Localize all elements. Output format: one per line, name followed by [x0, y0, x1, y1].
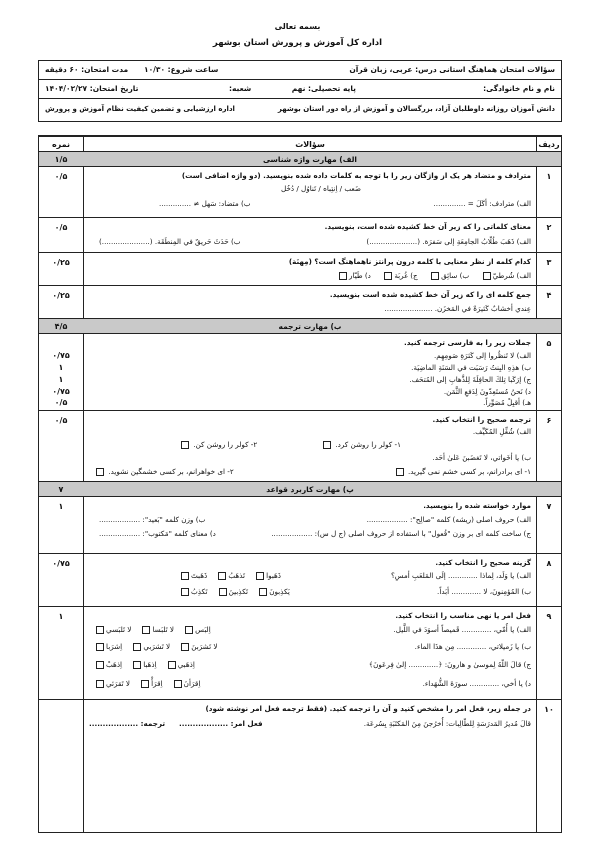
grade-label: پایه تحصیلی: نهم — [291, 84, 356, 93]
q3-opt-b[interactable]: ب) سائِق — [441, 271, 470, 280]
section-a-title: الف) مهارت واژه شناسی — [262, 155, 358, 164]
checkbox-icon[interactable] — [396, 468, 404, 476]
q6-score: ۰/۵ — [54, 416, 68, 425]
q8-b: ب) المُؤمِنونَ، لا ............. أبَداً. — [437, 587, 531, 596]
q4-num: ۴ — [546, 291, 552, 300]
q6-text: ترجمه صحیح را انتخاب کنید. — [432, 415, 531, 424]
q1-row — [39, 166, 561, 217]
q9-b-opt1[interactable]: لا تَشرَبنَ — [191, 642, 218, 651]
q10-text: در جمله زیر، فعل امر را مشخص کنید و آن را ترجمه کنید. (فقط ترجمه فعل امر نوشته شود) — [205, 704, 531, 713]
q3-score: ۰/۲۵ — [52, 258, 70, 267]
q10-a: قالَ مُديرُ المَدرَسَةِ لِلطّالِبات: أُخرُجنَ مِنَ المَكتَبَةِ بِسُرعَة. — [363, 719, 531, 728]
q10-fill-translation[interactable]: ترجمه: .................. — [89, 719, 166, 728]
q9-num: ۹ — [546, 612, 552, 621]
q9-d-opt2[interactable]: اِقرَأْ — [151, 679, 163, 688]
q8-a-opt3[interactable]: ذَهَبتَ — [191, 571, 208, 580]
q7-text: موارد خواسته شده را بنویسید. — [423, 501, 531, 510]
q4-a: عِندي أخشابٌ كَثيرَةٌ في المَخزَن. ..................... — [384, 304, 531, 313]
q9-a-options — [94, 625, 211, 634]
checkbox-icon[interactable] — [181, 588, 189, 596]
q6-b: ب) يا أخَواتي، لا تَغضَبنَ عَلىٰ أحَد. — [432, 453, 531, 462]
q9-c-opt3[interactable]: اِذهَبْ — [106, 660, 123, 669]
name-label: نام و نام خانوادگی: — [483, 84, 555, 93]
q9-b-options — [94, 642, 217, 651]
q2-text: معنای کلماتی را که زیر آن خط کشیده شده است، بنویسید. — [324, 222, 531, 231]
exam-header-box — [38, 60, 562, 122]
checkbox-icon[interactable] — [218, 572, 226, 580]
q5-e-score: ۰/۵ — [54, 398, 68, 407]
table-head — [39, 136, 561, 151]
q6-row — [39, 410, 561, 481]
q8-a: الف) يا وَلَد، لِماذا ............. إلَى المَلعَبِ أمسِ؟ — [390, 571, 531, 580]
q7-d: د) معنای کلمه "مَكتوب": .................. — [99, 529, 216, 538]
q3-num: ۳ — [546, 258, 552, 267]
q9-a-opt1[interactable]: اِلبَس — [195, 625, 211, 634]
questions-table — [38, 135, 562, 833]
duration: مدت امتحان: ۶۰ دقیقه — [45, 65, 129, 74]
q7-num: ۷ — [546, 502, 552, 511]
q7-a: الف) حروف اصلی (ریشه) کلمه "صالِح": .................. — [366, 515, 531, 524]
checkbox-icon[interactable] — [259, 588, 267, 596]
checkbox-icon[interactable] — [141, 680, 149, 688]
checkbox-icon[interactable] — [185, 626, 193, 634]
q8-b-opt2[interactable]: تَكذِبينَ — [228, 587, 249, 596]
section-b-title: ب) مهارت ترجمه — [278, 322, 342, 331]
checkbox-icon[interactable] — [181, 643, 189, 651]
q9-d-options — [94, 679, 200, 688]
q8-b-options — [179, 587, 290, 596]
q8-score: ۰/۷۵ — [52, 559, 70, 568]
q1-num: ۱ — [546, 172, 552, 181]
q1-words: ضَعب / اِنتِباه / تَناوُل / دُخُل — [280, 184, 361, 193]
section-c-score: ۷ — [58, 485, 64, 494]
q8-a-opt2[interactable]: تَذهَبُ — [228, 571, 245, 580]
q10-num: ۱۰ — [544, 705, 554, 714]
exam-date: تاریخ امتحان: ۱۴۰۴/۰۲/۲۷ — [45, 84, 139, 93]
q8-b-opt1[interactable]: يَكذِبونَ — [269, 587, 290, 596]
checkbox-icon[interactable] — [96, 680, 104, 688]
q6-b2[interactable]: ۲- ای خواهرانم، بر کسی خشمگین نشوید. — [108, 467, 234, 476]
section-a — [39, 151, 561, 166]
q9-a-opt3[interactable]: لا تَلبَسي — [106, 625, 132, 634]
students-note: دانش آموزان روزانه داوطلبان آزاد، بزرگسالان و آموزش از راه دور استان بوشهر — [277, 105, 555, 113]
q5-num: ۵ — [546, 339, 552, 348]
checkbox-icon[interactable] — [219, 588, 227, 596]
q8-b-opt3[interactable]: تَكذِبُ — [191, 587, 208, 596]
q4-text: جمع کلمه ای را که زیر آن خط کشیده شده است بنویسید. — [329, 290, 531, 299]
col-score: نمره — [51, 140, 71, 149]
q3-options — [89, 271, 531, 280]
org-title: اداره کل آموزش و پرورش استان بوشهر — [212, 38, 383, 48]
q5-row — [39, 333, 561, 410]
q9-c-opt2[interactable]: اِذهَبا — [143, 660, 157, 669]
q8-a-opt1[interactable]: ذَهَبوا — [266, 571, 281, 580]
q6-a1[interactable]: ۱- کولر را روشن کرد. — [335, 440, 401, 449]
q7-score: ۱ — [58, 502, 64, 511]
checkbox-icon[interactable] — [133, 661, 141, 669]
q2-num: ۲ — [546, 223, 552, 232]
q5-c-score: ۱ — [58, 375, 64, 384]
q5-d-score: ۰/۷۵ — [52, 387, 70, 396]
q5-b: ب) هذِهِ البِنتُ رَسَبَت في السَنَةِ الماضِيَة. — [411, 363, 531, 372]
checkbox-icon[interactable] — [181, 441, 189, 449]
q9-c-options — [94, 660, 195, 669]
q9-a: الف) يا أُمّي، ............. قَميصاً أسوَدَ في اللَّيل. — [393, 625, 531, 634]
q9-c-opt1[interactable]: اِذهَبي — [177, 660, 195, 669]
q5-b-score: ۱ — [58, 363, 64, 372]
q3-opt-d[interactable]: د) طَيّار — [349, 271, 371, 280]
q6-b2-wrap — [94, 467, 234, 476]
checkbox-icon[interactable] — [133, 643, 141, 651]
q8-row — [39, 553, 561, 606]
q1-a: الف) مترادف: أكَلَ = .............. — [433, 199, 531, 208]
checkbox-icon[interactable] — [323, 441, 331, 449]
q7-row — [39, 496, 561, 553]
q2-row — [39, 217, 561, 252]
checkbox-icon[interactable] — [142, 626, 150, 634]
q9-c: ج) قالَ اللّهُ لِموسىٰ و هارونَ: ﴿............. إلىٰ فِرعَونَ﴾ — [368, 660, 531, 669]
q1-text: مترادف و متضاد هر یک از واژگان زیر را با توجه به کلمات داده شده بنویسید. (دو واژه اضافی است) — [181, 171, 531, 180]
q9-a-opt2[interactable]: لا تَلبَسا — [152, 625, 175, 634]
q2-b: ب) حَدَثَ حَريقٌ في المِنطَقَة. (.....................) — [99, 237, 241, 246]
q5-a: الف) لا تَنظُروا إلى كَثرَةِ صَومِهِم. — [434, 351, 531, 360]
checkbox-icon[interactable] — [96, 468, 104, 476]
branch-label: شعبه: — [229, 84, 252, 93]
q9-b-opt2[interactable]: لا تَشرَبي — [143, 642, 171, 651]
checkbox-icon[interactable] — [174, 680, 182, 688]
q6-a2-wrap — [179, 440, 257, 449]
q10-fill-verb[interactable]: فعل امر: .................. — [179, 719, 263, 728]
q8-num: ۸ — [546, 559, 552, 568]
basmala: بسمه تعالی — [274, 22, 321, 31]
q4-score: ۰/۲۵ — [52, 291, 70, 300]
start-time: ساعت شروع: ۱۰/۳۰ — [144, 65, 219, 74]
section-b-score: ۴/۵ — [54, 322, 68, 331]
q9-text: فعل امر یا نهی مناسب را انتخاب کنید. — [395, 611, 531, 620]
q5-d: د) نَحنُ مُستَعِدّونَ لِدَفعِ الثَّمَن. — [443, 387, 531, 396]
checkbox-icon[interactable] — [384, 272, 392, 280]
q10-row — [39, 699, 561, 738]
q9-score: ۱ — [58, 612, 64, 621]
q7-b: ب) وزن کلمه "بَعيد": .................. — [99, 515, 206, 524]
q5-c: ج) إرَكَبا تِلكَ الحافِلَةَ لِلذَّهابِ إلى المُتحَف. — [409, 375, 531, 384]
section-a-score: ۱/۵ — [54, 155, 68, 164]
q9-b: ب) يا زَميلاتي، ............. مِن هذَا الماء. — [414, 642, 531, 651]
q2-a: الف) ذَهَبَ طُلّابُ الجامِعَةِ إلى سَفرَة. (.....................) — [366, 237, 531, 246]
q1-b: ب) متضاد: سَهل ≠ .............. — [159, 199, 251, 208]
col-num: ردیف — [538, 140, 560, 149]
checkbox-icon[interactable] — [483, 272, 491, 280]
section-b — [39, 318, 561, 333]
checkbox-icon[interactable] — [431, 272, 439, 280]
col-questions: سؤالات — [295, 140, 325, 149]
q6-a2[interactable]: ۲- کولر را روشن کن. — [193, 440, 258, 449]
q8-a-options — [179, 571, 281, 580]
checkbox-icon[interactable] — [339, 272, 347, 280]
checkbox-icon[interactable] — [96, 643, 104, 651]
checkbox-icon[interactable] — [96, 626, 104, 634]
q9-d-opt1[interactable]: اِقرَأنَ — [183, 679, 201, 688]
q3-text: کدام کلمه از نظر معنایی با کلمه درون پرانتز ناهماهنگ است؟ (مِهنَة) — [288, 257, 531, 266]
q9-b-opt3[interactable]: اِشرَبا — [106, 642, 123, 651]
q7-c: ج) ساخت کلمه ای بر وزن "فُعول" با استفاده از حروف اصلی (ج ل س): .................. — [271, 529, 531, 538]
section-c-title: پ) مهارت کاربرد قواعد — [266, 485, 354, 494]
department: اداره ارزشیابی و تضمین کیفیت نظام آموزش و پرورش — [45, 105, 235, 113]
q6-b1[interactable]: ۱- ای برادرانم، بر کسی خشم نمی گیرید. — [407, 467, 531, 476]
checkbox-icon[interactable] — [256, 572, 264, 580]
q5-text: جملات زیر را به فارسی ترجمه کنید. — [404, 338, 531, 347]
q6-a: الف) شُغِّلِ المُكَيِّف. — [472, 427, 531, 436]
q9-d: د) يا أخي، ............. سورَةَ الشُّهَداء. — [422, 679, 531, 688]
q9-d-opt3[interactable]: لا تَقرَئي — [106, 679, 130, 688]
q2-score: ۰/۵ — [54, 223, 68, 232]
exam-title: سؤالات امتحان هماهنگ استانی درس: عربی، زبان قرآن — [349, 65, 555, 74]
q3-opt-c[interactable]: ج) غُربَة — [394, 271, 418, 280]
q6-num: ۶ — [546, 416, 552, 425]
q5-e: هـ) أقبِلْ مُصَوِّراً. — [483, 398, 531, 407]
q5-a-score: ۰/۷۵ — [52, 351, 70, 360]
checkbox-icon[interactable] — [181, 572, 189, 580]
q4-row — [39, 285, 561, 318]
q9-row — [39, 606, 561, 699]
q8-text: گزینه صحیح را انتخاب کنید. — [435, 558, 531, 567]
q3-row — [39, 252, 561, 285]
checkbox-icon[interactable] — [168, 661, 176, 669]
checkbox-icon[interactable] — [96, 661, 104, 669]
q3-opt-a[interactable]: الف) شُرطيّ — [492, 271, 531, 280]
section-c — [39, 481, 561, 496]
q1-score: ۰/۵ — [54, 172, 68, 181]
